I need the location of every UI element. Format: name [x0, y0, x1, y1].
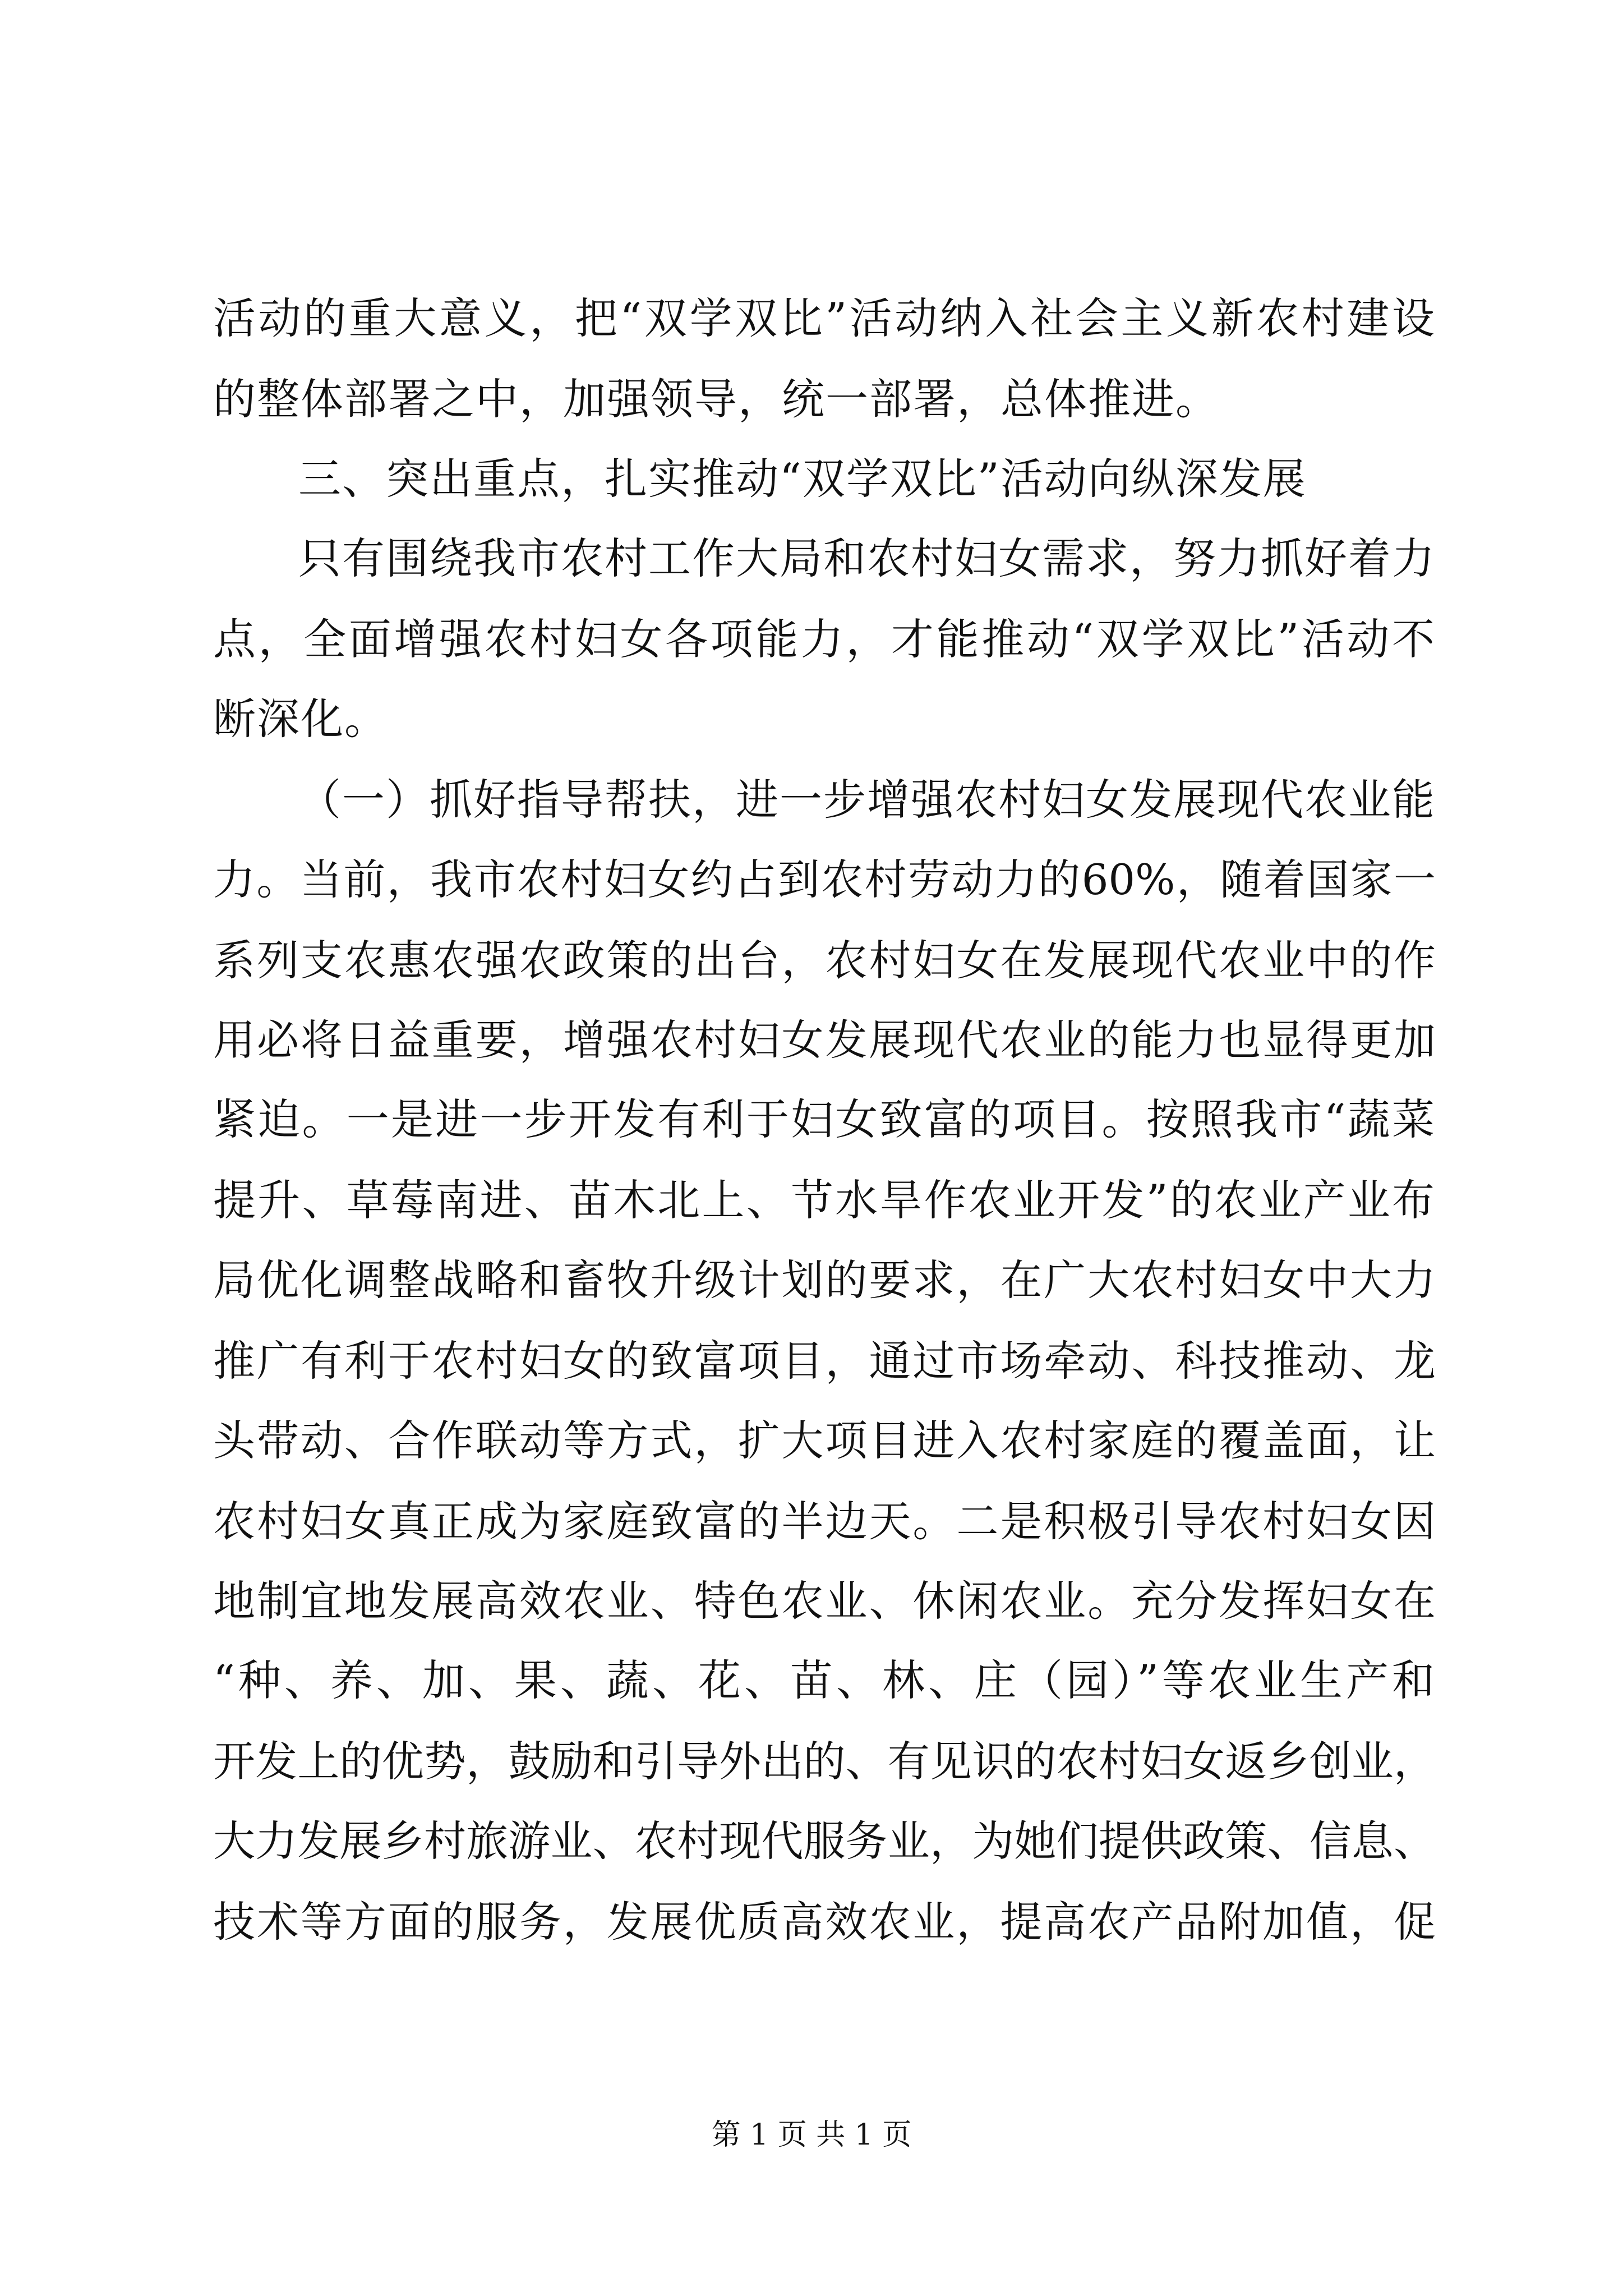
body-text-line: 大力发展乡村旅游业、农村现代服务业，为她们提供政策、信息、	[213, 1816, 1436, 1866]
body-text-line: 力。当前，我市农村妇女约占到农村劳动力的60%，随着国家一	[213, 855, 1436, 904]
body-text-line: 推广有利于农村妇女的致富项目，通过市场牵动、科技推动、龙	[213, 1336, 1436, 1386]
body-text-line: 系列支农惠农强农政策的出台，农村妇女在发展现代农业中的作	[213, 936, 1436, 985]
body-text-line: 地制宜地发展高效农业、特色农业、休闲农业。充分发挥妇女在	[213, 1576, 1436, 1626]
body-text-line: 点，全面增强农村妇女各项能力，才能推动“双学双比”活动不	[213, 614, 1436, 664]
body-text-line: 开发上的优势，鼓励和引导外出的、有见识的农村妇女返乡创业，	[213, 1737, 1436, 1786]
body-text-line: 用必将日益重要，增强农村妇女发展现代农业的能力也显得更加	[213, 1015, 1436, 1065]
body-text-line: 的整体部署之中，加强领导，统一部署，总体推进。	[213, 374, 1219, 424]
body-text-line: “种、养、加、果、蔬、花、苗、林、庄（园）”等农业生产和	[213, 1655, 1436, 1705]
body-text-line: 紧迫。一是进一步开发有利于妇女致富的项目。按照我市“蔬菜	[213, 1094, 1436, 1144]
body-text-line: 活动的重大意义，把“双学双比”活动纳入社会主义新农村建设	[213, 293, 1436, 343]
body-text-line: 局优化调整战略和畜牧升级计划的要求，在广大农村妇女中大力	[213, 1255, 1436, 1305]
body-text-line: 只有围绕我市农村工作大局和农村妇女需求，努力抓好着力	[298, 533, 1436, 583]
body-text-line: 断深化。	[213, 694, 388, 744]
body-text-line: 提升、草莓南进、苗木北上、节水旱作农业开发”的农业产业布	[213, 1175, 1436, 1225]
page-footer: 第 1 页 共 1 页	[711, 2118, 912, 2152]
body-text-line: 农村妇女真正成为家庭致富的半边天。二是积极引导农村妇女因	[213, 1497, 1436, 1546]
body-text-line: 技术等方面的服务，发展优质高效农业，提高农产品附加值，促	[213, 1897, 1436, 1947]
section-heading: 三、突出重点，扎实推动“双学双比”活动向纵深发展	[298, 454, 1307, 504]
body-text-line: 头带动、合作联动等方式，扩大项目进入农村家庭的覆盖面，让	[213, 1416, 1436, 1465]
subsection-heading: （一）抓好指导帮扶，进一步增强农村妇女发展现代农业能	[298, 775, 1436, 825]
